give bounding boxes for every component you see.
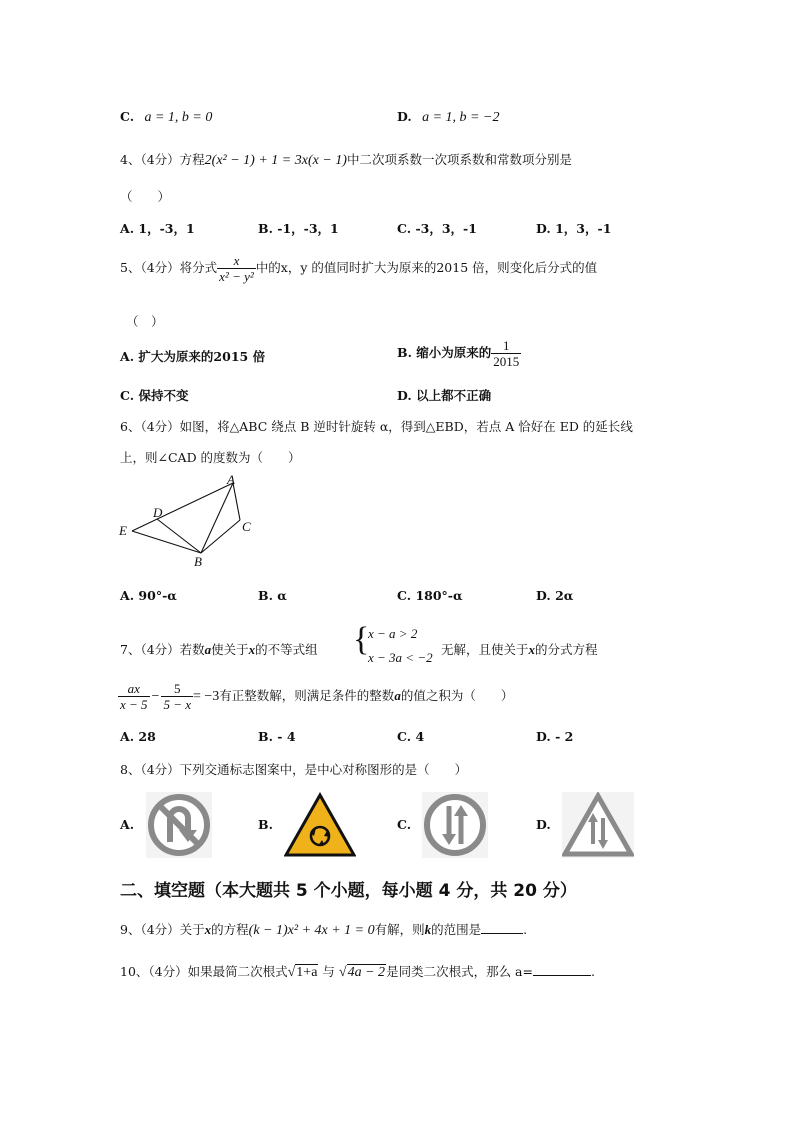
q6-option-b: B. α xyxy=(258,588,287,603)
q9-equation: (k − 1)x² + 4x + 1 = 0 xyxy=(248,923,375,938)
q5-option-c: C. 保持不变 xyxy=(120,388,189,403)
q9-stem: 9、（4分）关于x的方程(k − 1)x² + 4x + 1 = 0有解，则k的范围是 . xyxy=(120,922,528,938)
q7-option-b: B. - 4 xyxy=(258,729,296,744)
q4-option-b: B. -1，-3，1 xyxy=(258,221,339,236)
q8-stem: 8、（4分）下列交通标志图案中，是中心对称图形的是（ ） xyxy=(120,762,468,777)
q5-stem: 5、（4分）将分式 $\frac{x}{\text{x² − y²}}$ 中的x，y 的值同时扩大为原来的2015 倍，则变化后分式的值 xyxy=(120,253,598,284)
q4-equation: 2(x² − 1) + 1 = 3x(x − 1) xyxy=(204,153,347,168)
q5-fraction: $\frac{x}{\text{x² − y²}}$ xyxy=(219,253,254,284)
q10-radical-2: √4a − 2 xyxy=(338,965,386,980)
q6-option-a: A. 90°-α xyxy=(120,588,177,603)
q9-answer-blank[interactable] xyxy=(481,921,523,934)
q8-option-d-label: D. xyxy=(536,817,551,832)
q7-inequality-2: x − 3a < −2 xyxy=(368,650,433,665)
q5-option-b-fraction: $\frac{1}{2015}$ xyxy=(493,338,520,369)
q7-inequality-1: x − a > 2 xyxy=(368,626,418,641)
q4-option-c: C. -3，3，-1 xyxy=(397,221,477,236)
q10-radical-1: √1+a xyxy=(287,965,318,980)
label-a: A xyxy=(227,472,235,487)
label-d: D xyxy=(153,505,163,520)
q5-paren: （ ） xyxy=(126,314,164,329)
q7-stem-part1: 7、（4分）若数a使关于x的不等式组 xyxy=(120,642,318,657)
q7-stem-part2: 无解，且使关于x的分式方程 xyxy=(441,642,598,657)
q4-option-d: D. 1，3，-1 xyxy=(536,221,612,236)
q6-option-d: D. 2α xyxy=(536,588,574,603)
q7-option-d: D. - 2 xyxy=(536,729,574,744)
q7-option-c: C. 4 xyxy=(397,729,425,744)
q7-fraction-1: $\frac{ax}{x - 5}$ xyxy=(120,681,148,712)
roundabout-warning-sign-icon xyxy=(284,792,356,858)
q5-option-b: B. 缩小为原来的 $\frac{1}{2015}$ xyxy=(397,338,520,369)
q8-option-b-label: B. xyxy=(258,817,273,832)
q10-answer-blank[interactable] xyxy=(533,963,591,976)
two-way-warning-sign-icon xyxy=(562,792,634,858)
q3-option-c-text: a = 1, b = 0 xyxy=(144,110,213,125)
q3-option-d-text: a = 1, b = −2 xyxy=(422,110,500,125)
q7-fraction-equation: $\frac{ax}{x - 5}$ − $\frac{5}{5 - x}$ = −3有正整数解，则满足条件的整数a的值之积为（ ） xyxy=(120,681,514,712)
q8-option-a-label: A. xyxy=(120,817,135,832)
label-e: E xyxy=(119,523,127,538)
two-way-traffic-sign-icon xyxy=(422,792,488,858)
q6-option-c: C. 180°-α xyxy=(397,588,463,603)
q7-brace: { xyxy=(353,621,370,658)
no-u-turn-sign-icon xyxy=(146,792,212,858)
q4-paren: （ ） xyxy=(120,189,171,204)
q6-stem-line2: 上，则∠CAD 的度数为（ ） xyxy=(120,450,301,465)
q3-option-c: C. a = 1, b = 0 xyxy=(120,109,213,125)
label-b: B xyxy=(194,554,202,569)
q4-stem: 4、（4分）方程2(x² − 1) + 1 = 3x(x − 1)中二次项系数一次项系数和常数项分别是 xyxy=(120,152,572,168)
q5-option-a: A. 扩大为原来的2015 倍 xyxy=(120,349,266,364)
q4-option-a: A. 1，-3，1 xyxy=(120,221,195,236)
q6-stem-line1: 6、（4分）如图，将△ABC 绕点 B 逆时针旋转 α，得到△EBD，若点 A 恰好在 ED 的延长线 xyxy=(120,419,633,434)
q10-stem: 10、（4分）如果最简二次根式√1+a 与 √4a − 2是同类二次根式，那么 a= . xyxy=(120,964,595,980)
q6-triangle-figure xyxy=(112,470,272,570)
q8-option-c-label: C. xyxy=(397,817,412,832)
label-c: C xyxy=(242,519,251,534)
q7-fraction-2: $\frac{5}{5 - x}$ xyxy=(163,681,191,712)
q5-option-d: D. 以上都不正确 xyxy=(397,388,492,403)
q7-option-a: A. 28 xyxy=(120,729,156,744)
q3-option-d: D. a = 1, b = −2 xyxy=(397,109,500,125)
section-title: 二、填空题（本大题共 5 个小题，每小题 4 分，共 20 分） xyxy=(120,881,577,901)
